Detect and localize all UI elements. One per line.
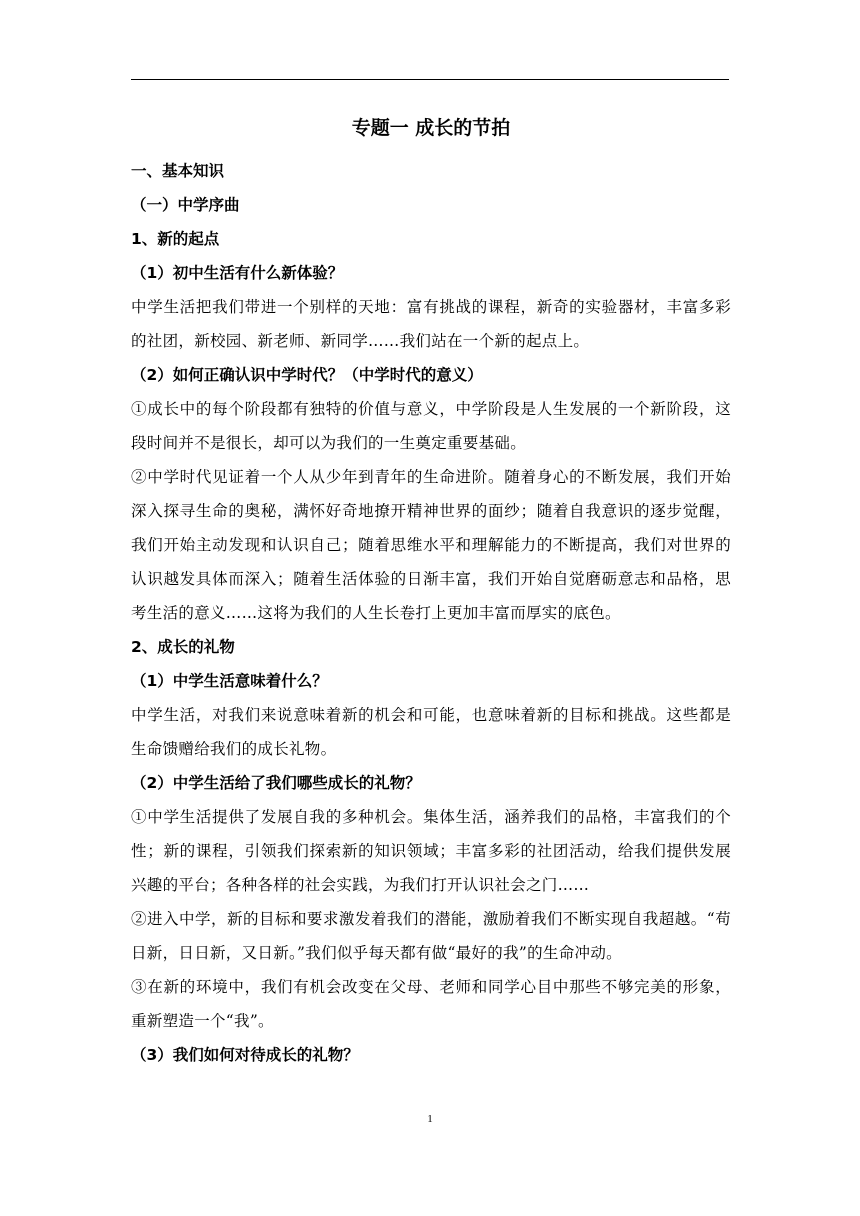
- question-heading: （1）中学生活意味着什么？: [131, 672, 328, 690]
- subsection-heading-middle-school-prelude: （一）中学序曲: [131, 196, 240, 214]
- paragraph: 中学生活，对我们来说意味着新的机会和可能，也意味着新的目标和挑战。这些都是生命馈赠给我们的成长礼物。: [131, 706, 731, 758]
- document-content: [131, 110, 731, 1072]
- question-heading: （1）初中生活有什么新体验？: [131, 264, 344, 282]
- paragraph: ②进入中学，新的目标和要求激发着我们的潜能，激励着我们不断实现自我超越。“苟日新，日日新，又日新。”我们似乎每天都有做“最好的我”的生命冲动。: [131, 910, 731, 962]
- paragraph: ①中学生活提供了发展自我的多种机会。集体生活，涵养我们的品格，丰富我们的个性；新的课程，引领我们探索新的知识领域；丰富多彩的社团活动，给我们提供发展兴趣的平台；各种各样的社会实践，为我们打开认识社会之门……: [131, 808, 731, 894]
- paragraph: 中学生活把我们带进一个别样的天地：富有挑战的课程，新奇的实验器材，丰富多彩的社团，新校园、新老师、新同学……我们站在一个新的起点上。: [131, 298, 731, 350]
- paragraph: ①成长中的每个阶段都有独特的价值与意义，中学阶段是人生发展的一个新阶段，这段时间并不是很长，却可以为我们的一生奠定重要基础。: [131, 400, 731, 452]
- topic-heading-new-starting-point: 1、新的起点: [131, 230, 220, 248]
- paragraph: ②中学时代见证着一个人从少年到青年的生命进阶。随着身心的不断发展，我们开始深入探寻生命的奥秘，满怀好奇地撩开精神世界的面纱；随着自我意识的逐步觉醒，我们开始主动发现和认识自己；随着思维水平和理解能力的不断提高，我们对世界的认识越发具体而深入；随着生活体验的日渐丰富，我们开始自觉磨砺意志和品格，思考生活的意义……这将为我们的人生长卷打上更加丰富而厚实的底色。: [131, 468, 731, 622]
- question-heading: （2）如何正确认识中学时代？（中学时代的意义）: [131, 366, 483, 384]
- question-heading: （3）我们如何对待成长的礼物？: [131, 1046, 359, 1064]
- topic-heading-gifts-of-growth: 2、成长的礼物: [131, 638, 235, 656]
- page-number: 1: [427, 1113, 433, 1125]
- document-title: 专题一 成长的节拍: [351, 117, 511, 139]
- question-heading: （2）中学生活给了我们哪些成长的礼物？: [131, 774, 421, 792]
- paragraph: ③在新的环境中，我们有机会改变在父母、老师和同学心目中那些不够完美的形象，重新塑造一个“我”。: [131, 978, 731, 1030]
- header-rule: [131, 79, 729, 80]
- section-heading-basic-knowledge: 一、基本知识: [131, 162, 225, 180]
